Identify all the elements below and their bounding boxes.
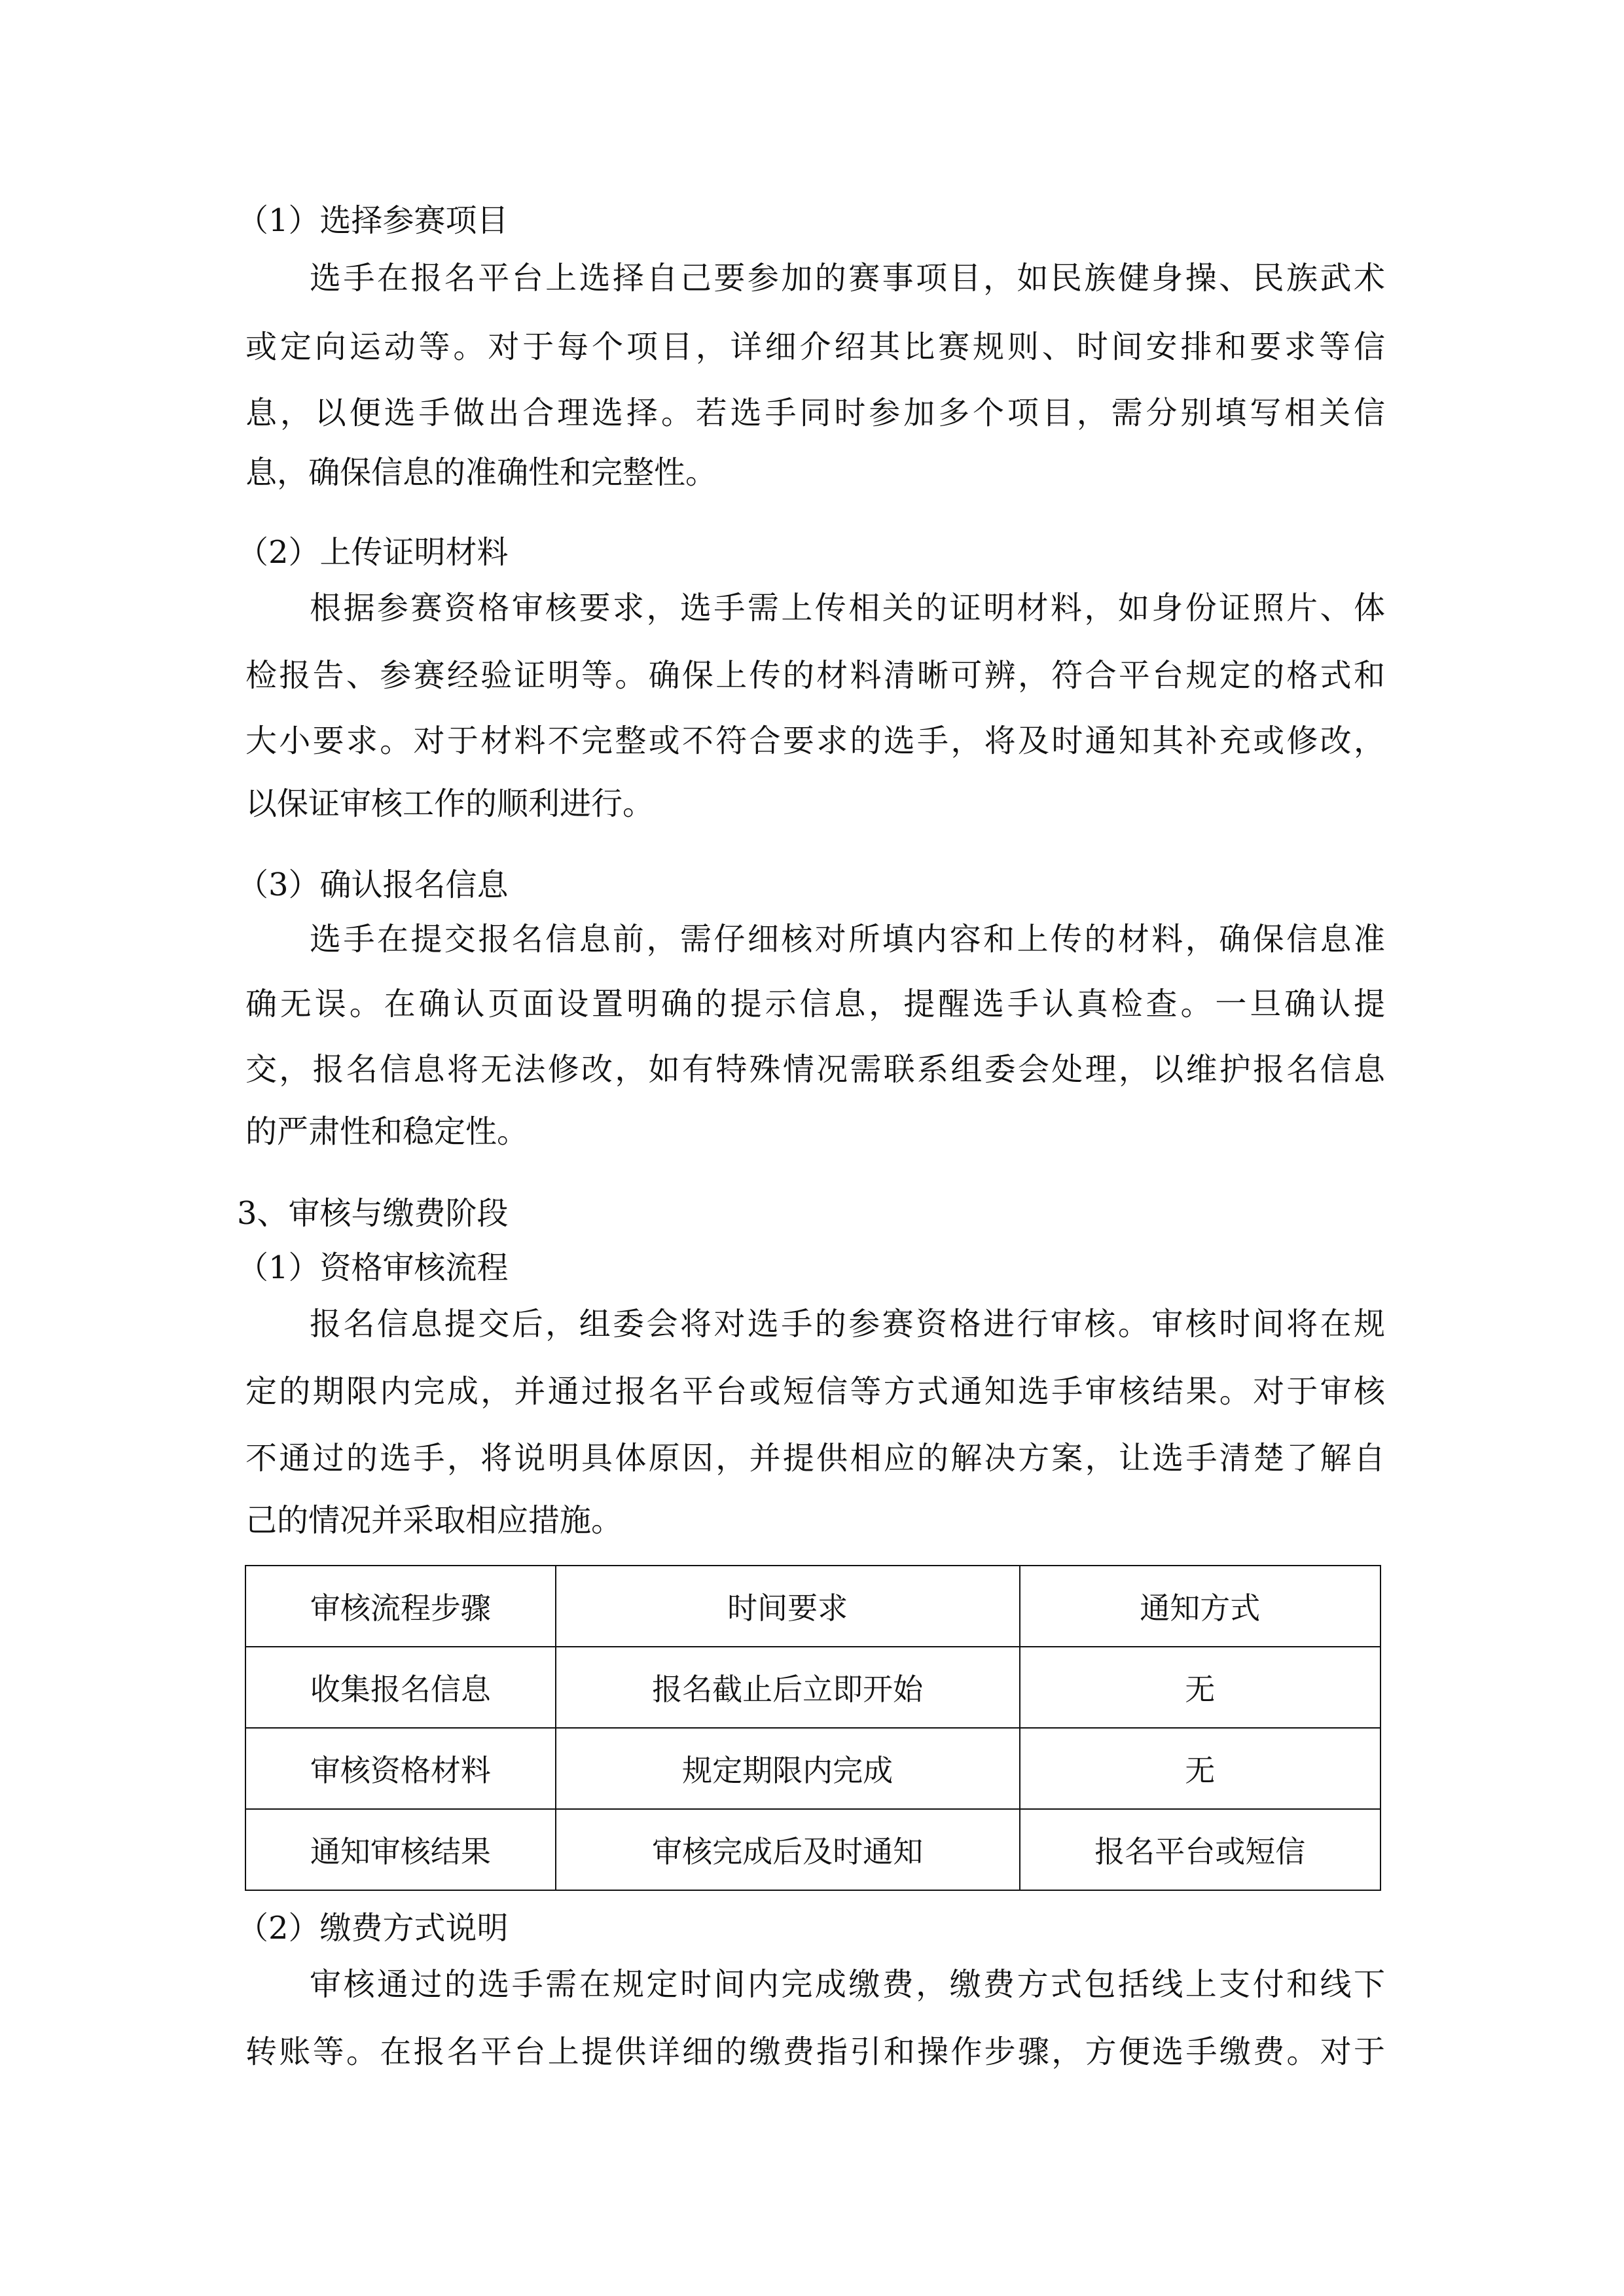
paragraph-line: 以保证审核工作的顺利进行。 xyxy=(245,785,655,822)
table-cell: 报名截止后立即开始 xyxy=(556,1647,1020,1728)
table-cell: 通知审核结果 xyxy=(245,1809,556,1890)
table-cell: 规定期限内完成 xyxy=(556,1728,1020,1809)
table-cell: 审核资格材料 xyxy=(245,1728,556,1809)
paragraph-line: 根据参赛资格审核要求，选手需上传相关的证明材料，如身份证照片、体 xyxy=(310,590,1385,626)
paragraph-line: 交，报名信息将无法修改，如有特殊情况需联系组委会处理，以维护报名信息 xyxy=(245,1051,1385,1088)
table-header-cell: 时间要求 xyxy=(556,1566,1020,1647)
section-heading-select-event: （1）选择参赛项目 xyxy=(237,202,509,239)
table-cell: 收集报名信息 xyxy=(245,1647,556,1728)
chapter-heading-review-payment: 3、审核与缴费阶段 xyxy=(237,1195,509,1232)
paragraph-line: 选手在报名平台上选择自己要参加的赛事项目，如民族健身操、民族武术 xyxy=(310,260,1385,296)
table-row xyxy=(245,1728,1380,1809)
paragraph-line: 报名信息提交后，组委会将对选手的参赛资格进行审核。审核时间将在规 xyxy=(310,1306,1385,1342)
paragraph-line: 不通过的选手，将说明具体原因，并提供相应的解决方案，让选手清楚了解自 xyxy=(245,1440,1385,1477)
section-heading-qualification-review: （1）资格审核流程 xyxy=(237,1249,509,1286)
paragraph-line: 确无误。在确认页面设置明确的提示信息，提醒选手认真检查。一旦确认提 xyxy=(245,986,1385,1022)
section-heading-confirm-info: （3）确认报名信息 xyxy=(237,867,509,903)
paragraph-line: 定的期限内完成，并通过报名平台或短信等方式通知选手审核结果。对于审核 xyxy=(245,1373,1385,1410)
table-cell: 无 xyxy=(1020,1647,1380,1728)
table-cell: 审核完成后及时通知 xyxy=(556,1809,1020,1890)
table-cell: 报名平台或短信 xyxy=(1020,1809,1380,1890)
paragraph-line: 大小要求。对于材料不完整或不符合要求的选手，将及时通知其补充或修改， xyxy=(245,723,1385,759)
paragraph-line: 息，以便选手做出合理选择。若选手同时参加多个项目，需分别填写相关信 xyxy=(245,395,1385,431)
paragraph-line: 或定向运动等。对于每个项目，详细介绍其比赛规则、时间安排和要求等信 xyxy=(245,329,1385,365)
paragraph-line: 己的情况并采取相应措施。 xyxy=(245,1502,623,1539)
paragraph-line: 转账等。在报名平台上提供详细的缴费指引和操作步骤，方便选手缴费。对于 xyxy=(245,2034,1385,2070)
table-cell: 无 xyxy=(1020,1728,1380,1809)
paragraph-line: 息，确保信息的准确性和完整性。 xyxy=(245,454,717,491)
paragraph-line: 选手在提交报名信息前，需仔细核对所填内容和上传的材料，确保信息准 xyxy=(310,921,1385,958)
paragraph-line: 审核通过的选手需在规定时间内完成缴费，缴费方式包括线上支付和线下 xyxy=(310,1966,1385,2003)
table-header-cell: 审核流程步骤 xyxy=(245,1566,556,1647)
table-row xyxy=(245,1809,1380,1890)
table-header-cell: 通知方式 xyxy=(1020,1566,1380,1647)
table-row xyxy=(245,1647,1380,1728)
table-header-row xyxy=(245,1566,1380,1647)
section-heading-upload-materials: （2）上传证明材料 xyxy=(237,534,509,571)
review-process-table xyxy=(245,1565,1381,1891)
section-heading-payment-methods: （2）缴费方式说明 xyxy=(237,1910,509,1946)
paragraph-line: 检报告、参赛经验证明等。确保上传的材料清晰可辨，符合平台规定的格式和 xyxy=(245,657,1385,694)
paragraph-line: 的严肃性和稳定性。 xyxy=(245,1113,529,1150)
